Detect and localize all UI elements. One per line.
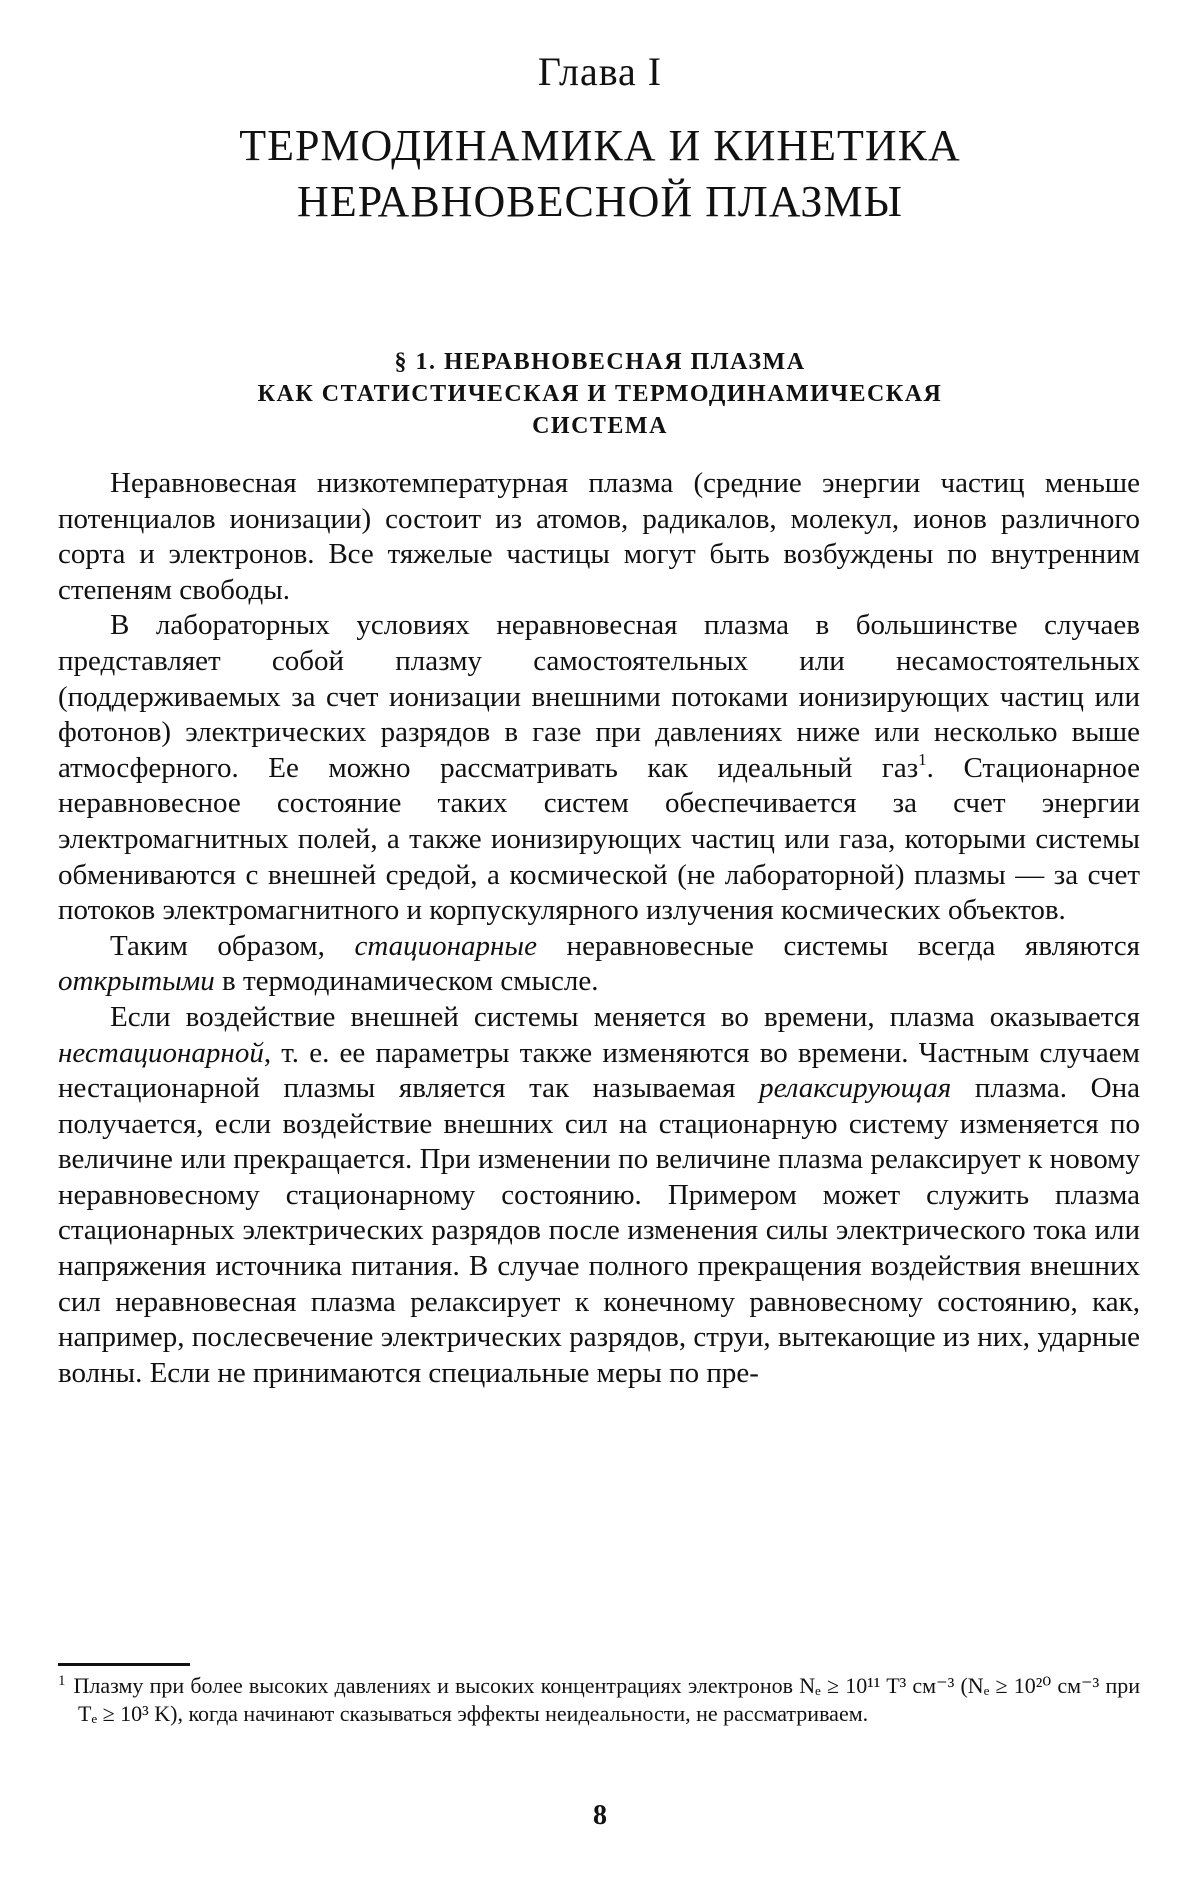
chapter-label: Глава I [537,49,663,94]
paragraph-1-text: Неравновесная низкотемпературная плазма (средние энергии частиц меньше потенциалов ионизации) состоит из атомов, радикалов, молекул, ионов различного сорта и электронов. Все тяжелые частицы могут быть возбуждены по внутренним степеням свободы. [58,467,1140,606]
page-number: 8 [593,1800,607,1831]
paragraph-4 [58,1000,1140,1392]
paragraph-3-text-b: неравновесные системы всегда являются [536,929,1140,962]
footnote-text: Плазму при более высоких давлениях и высоких концентрациях электронов Nₑ ≥ 10¹¹ T³ см⁻³ (Nₑ ≥ 10²⁰ см⁻³ при Tₑ ≥ 10³ K), когда начинают сказываться эффекты неидеальности, не рассматриваем. [73,1673,1140,1726]
paragraph-4-text-a: Если воздействие внешней системы меняется во времени, плазма оказывается [110,1000,1140,1033]
footnote-divider [58,1663,190,1666]
paragraph-3-text-a: Таким образом, [110,929,355,962]
paragraph-4-text-b: , т. е. ее параметры также изменяются во времени. Частным случаем нестационарной плазмы является так называемая [58,1036,1140,1105]
chapter-title-line-1: ТЕРМОДИНАМИКА И КИНЕТИКА [239,121,961,170]
paragraph-2 [58,608,1140,928]
footnote-1 [58,1672,1140,1728]
footnote-mark: 1 [58,1673,66,1689]
paragraph-1 [58,466,1140,608]
footnote [58,1672,1140,1728]
paragraph-3 [58,929,1140,1000]
section-title-line-1: § 1. НЕРАВНОВЕСНАЯ ПЛАЗМА [394,349,806,375]
paragraph-2-text-a: В лабораторных условиях неравновесная плазма в большинстве случаев представляет собой плазму самостоятельных или несамостоятельных (поддерживаемых за счет ионизации внешними потоками ионизирующих частиц или фотонов) электрических разрядов в газе при давлениях ниже или несколько выше атмосферного. Ее можно рассматривать как идеальный газ [58,609,1140,784]
chapter-title [0,118,1200,230]
paragraph-4-text-c: плазма. Она получается, если воздействие внешних сил на стационарную систему изменяется по величине или прекращается. При изменении по величине плазма релаксирует к новому неравновесному стационарному состоянию. Примером может служить плазма стационарных электрических разрядов после изменения силы электрического тока или напряжения источника питания. В случае полного прекращения воздействия внешних сил неравновесная плазма релаксирует к конечному равновесному состоянию, как, например, послесвечение электрических разрядов, струи, вытекающие из них, ударные волны. Если не принимаются специальные меры по пре- [58,1072,1140,1389]
emphasis-stationary: стационарные [354,929,537,962]
paragraph-3-text-c: в термодинамическом смысле. [214,965,599,998]
footnote-reference[interactable]: 1 [918,749,927,769]
body-text [58,466,1140,1391]
chapter-title-line-2: НЕРАВНОВЕСНОЙ ПЛАЗМЫ [297,177,903,226]
section-title [0,346,1200,442]
emphasis-open: открытыми [58,965,215,998]
emphasis-relaxing: релаксирующая [759,1072,952,1105]
paragraph-2-text-b: . Стационарное неравновесное состояние таких систем обеспечивается за счет энергии электромагнитных полей, а также ионизирующих частиц или газа, которыми системы обмениваются с внешней средой, а космической (не лабораторной) плазмы — за счет потоков электромагнитного и корпускулярного излучения космических объектов. [58,751,1140,927]
emphasis-nonstationary: нестационарной [58,1036,264,1069]
section-title-line-3: СИСТЕМА [532,413,668,439]
section-title-line-2: КАК СТАТИСТИЧЕСКАЯ И ТЕРМОДИНАМИЧЕСКАЯ [257,381,943,407]
